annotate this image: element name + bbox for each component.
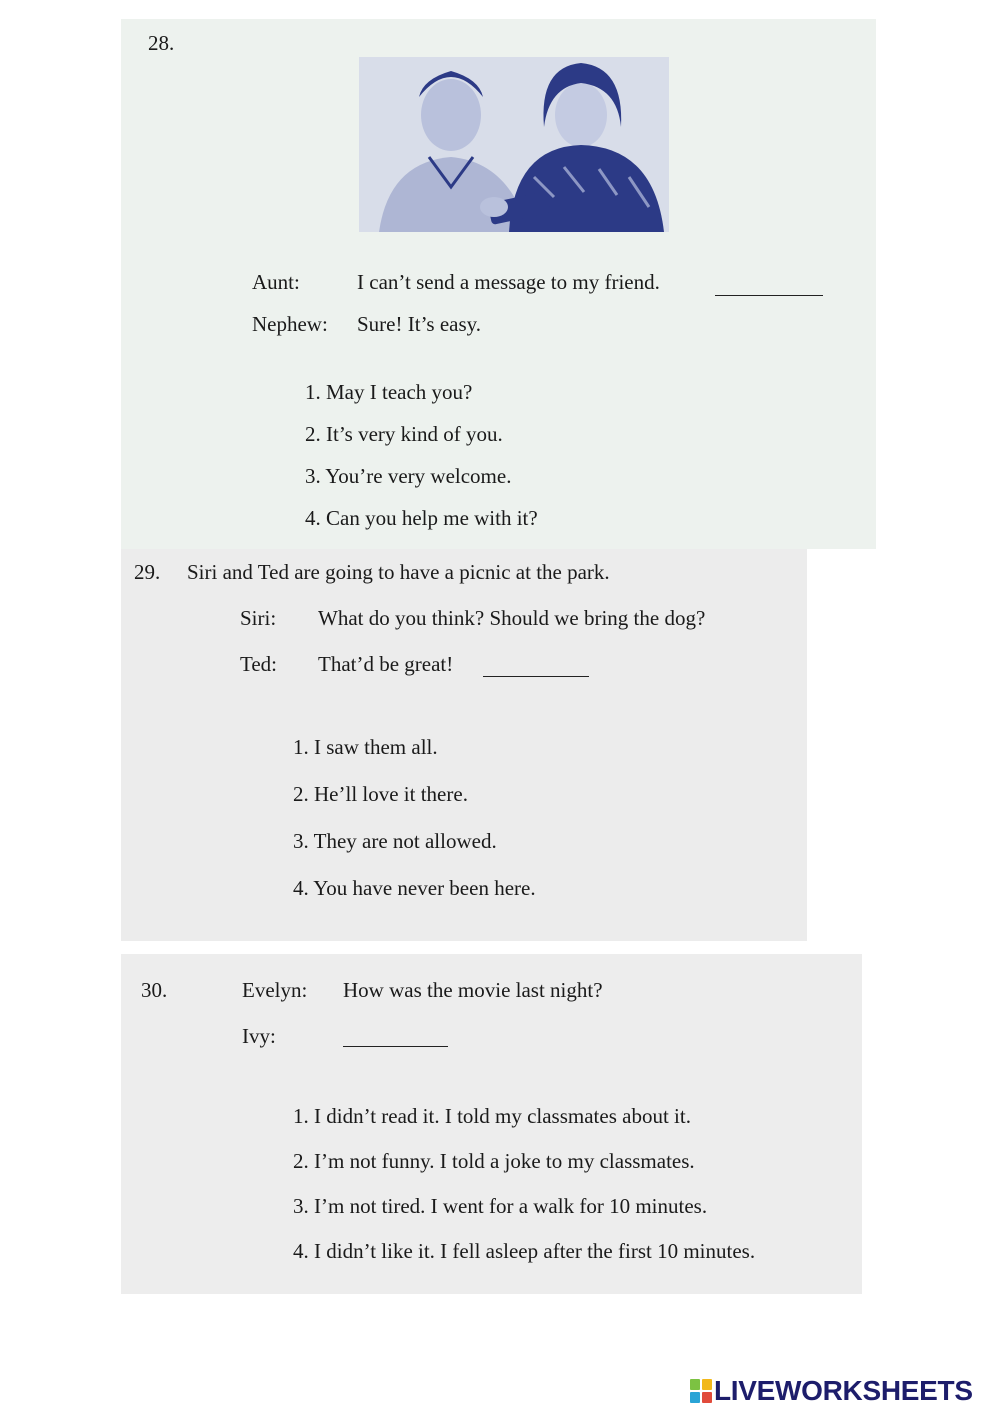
- answer-option[interactable]: 2. He’ll love it there.: [293, 782, 468, 806]
- answer-option[interactable]: 4. Can you help me with it?: [305, 506, 538, 530]
- answer-option[interactable]: 3. You’re very welcome.: [305, 464, 512, 488]
- answer-option[interactable]: 1. I didn’t read it. I told my classmates about it.: [293, 1104, 691, 1128]
- dialogue-line: What do you think? Should we bring the dog?: [318, 606, 706, 630]
- question-30-panel: [121, 954, 862, 1294]
- answer-option[interactable]: 1. May I teach you?: [305, 380, 473, 404]
- logo-text: LIVEWORKSHEETS: [714, 1375, 973, 1406]
- answer-option[interactable]: 3. I’m not tired. I went for a walk for 10 minutes.: [293, 1194, 708, 1218]
- question-28-panel: [121, 19, 876, 549]
- photo-illustration: [359, 57, 669, 232]
- answer-blank[interactable]: [343, 1046, 448, 1047]
- answer-option[interactable]: 4. I didn’t like it. I fell asleep after the first 10 minutes.: [293, 1239, 756, 1263]
- dialogue-line: Sure! It’s easy.: [357, 312, 482, 336]
- question-number: 29.: [134, 560, 161, 584]
- answer-option[interactable]: 2. I’m not funny. I told a joke to my classmates.: [293, 1149, 695, 1173]
- liveworksheets-logo-icon: [690, 1379, 712, 1403]
- aunt-nephew-photo: [359, 57, 669, 232]
- dialogue-speaker: Aunt:: [252, 270, 300, 294]
- question-number: 28.: [148, 31, 175, 55]
- answer-blank[interactable]: [715, 295, 823, 296]
- answer-blank[interactable]: [483, 676, 589, 677]
- question-prompt: Siri and Ted are going to have a picnic at the park.: [187, 560, 610, 584]
- answer-option[interactable]: 4. You have never been here.: [293, 876, 536, 900]
- dialogue-line: That’d be great!: [318, 652, 454, 676]
- answer-option[interactable]: 2. It’s very kind of you.: [305, 422, 503, 446]
- answer-option[interactable]: 1. I saw them all.: [293, 735, 438, 759]
- dialogue-speaker: Ivy:: [242, 1024, 276, 1048]
- dialogue-speaker: Siri:: [240, 606, 277, 630]
- question-number: 30.: [141, 978, 168, 1002]
- dialogue-speaker: Evelyn:: [242, 978, 308, 1002]
- question-29-panel: [121, 549, 807, 941]
- dialogue-line: How was the movie last night?: [343, 978, 603, 1002]
- dialogue-speaker: Ted:: [240, 652, 278, 676]
- dialogue-line: I can’t send a message to my friend.: [357, 270, 660, 294]
- dialogue-speaker: Nephew:: [252, 312, 328, 336]
- answer-option[interactable]: 3. They are not allowed.: [293, 829, 497, 853]
- liveworksheets-logo: [690, 1376, 973, 1406]
